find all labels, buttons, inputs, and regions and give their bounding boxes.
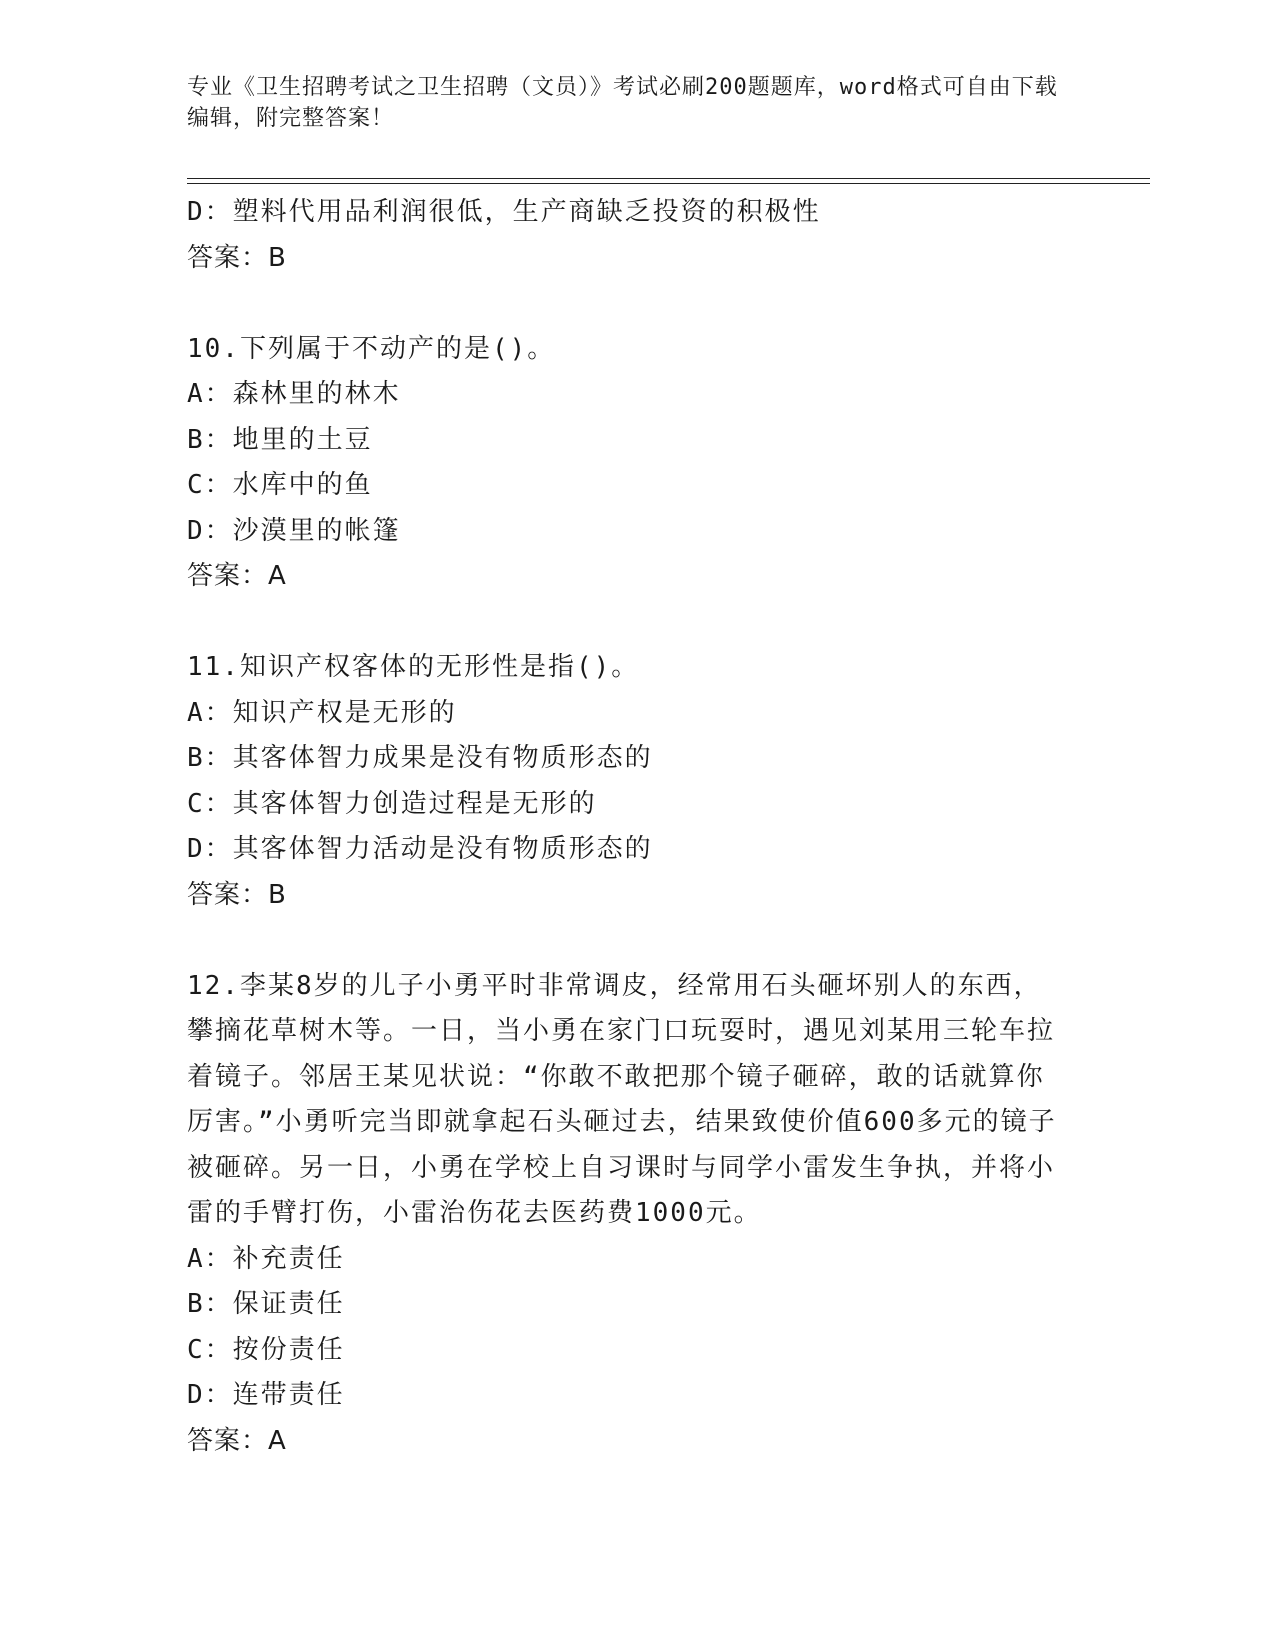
option-c: C：按份责任 [187, 1334, 345, 1365]
answer: 答案：B [187, 879, 287, 910]
answer: 答案：A [187, 561, 287, 591]
option-c: C：水库中的鱼 [187, 470, 373, 500]
option-a: A：森林里的林木 [187, 379, 401, 409]
question-stem: 11.知识产权客体的无形性是指()。 [187, 652, 640, 682]
document-header: 专业《卫生招聘考试之卫生招聘（文员）》考试必刷200题题库，word格式可自由下载编辑，附完整答案！ [187, 75, 1058, 131]
question-content [187, 190, 1067, 1464]
option-d: D：连带责任 [187, 1380, 345, 1410]
option-b: B：其客体智力成果是没有物质形态的 [187, 743, 653, 773]
question-11 [187, 645, 1067, 918]
option-d: D：沙漠里的帐篷 [187, 515, 401, 546]
question-stem: 10.下列属于不动产的是()。 [187, 333, 556, 364]
prev-option-d: D：塑料代用品利润很低，生产商缺乏投资的积极性 [187, 197, 821, 227]
option-a: A：补充责任 [187, 1243, 345, 1274]
question-10 [187, 327, 1067, 600]
answer: 答案：A [187, 1425, 287, 1456]
question-stem: 12.李某8岁的儿子小勇平时非常调皮，经常用石头砸坏别人的东西，攀摘花草树木等。一日，当小勇在家门口玩耍时，遇见刘某用三轮车拉着镜子。邻居王某见状说：“你敢不敢把那个镜子砸碎，敢的话就算你厉害。”小勇听完当即就拿起石头砸过去，结果致使价值600多元的镜子被砸碎。另一日，小勇在学校上自习课时与同学小雷发生争执，并将小雷的手臂打伤，小雷治伤花去医药费1000元。 [187, 970, 1057, 1228]
option-d: D：其客体智力活动是没有物质形态的 [187, 834, 653, 864]
option-c: C：其客体智力创造过程是无形的 [187, 788, 597, 819]
prev-answer: 答案：B [187, 242, 287, 273]
question-12 [187, 964, 1067, 1465]
option-b: B：保证责任 [187, 1289, 345, 1319]
option-a: A：知识产权是无形的 [187, 697, 457, 728]
header-rule-top [187, 178, 1150, 179]
option-b: B：地里的土豆 [187, 424, 373, 455]
header-rule-bottom [187, 183, 1150, 184]
